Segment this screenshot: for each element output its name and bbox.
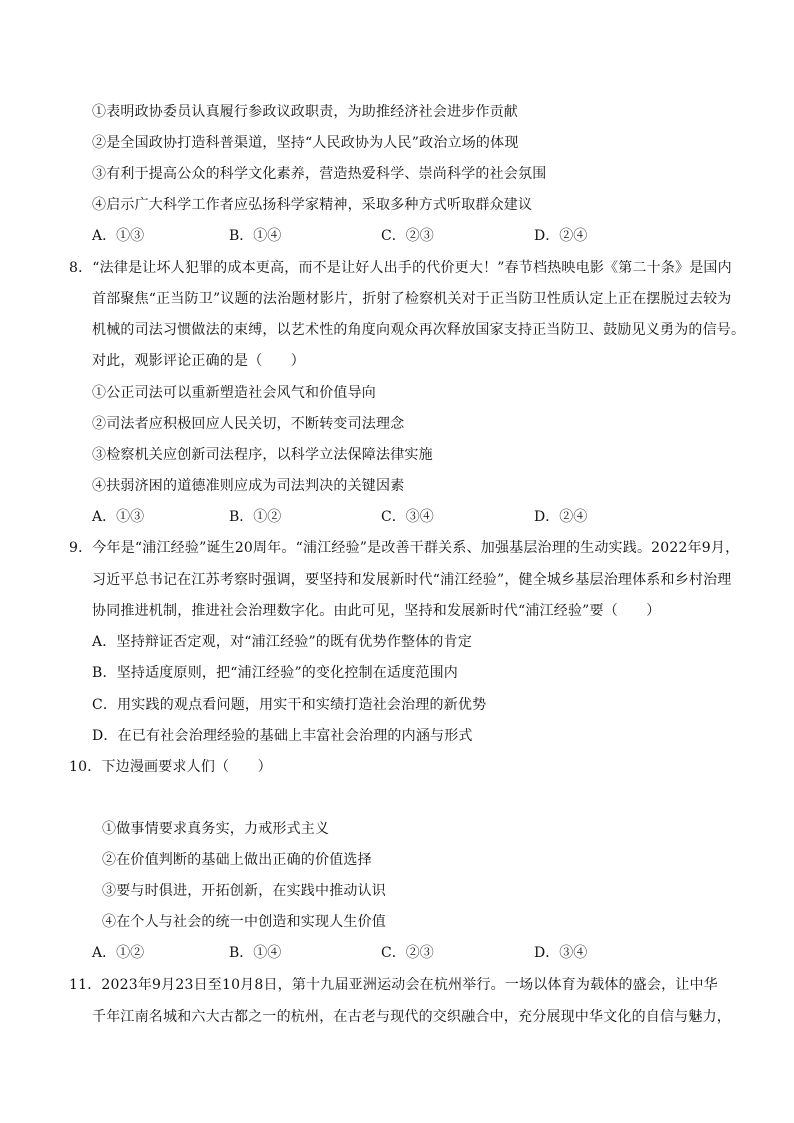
q10-options xyxy=(92,943,692,963)
q8-option-d[interactable]: D．②④ xyxy=(534,509,588,525)
q10-choice-2: ②在价值判断的基础上做出正确的价值选择 xyxy=(102,852,372,868)
q9-option-a[interactable]: A．坚持辩证否定观，对“浦江经验”的既有优势作整体的肯定 xyxy=(92,634,473,650)
q10-choice-1: ①做事情要求真务实，力戒形式主义 xyxy=(102,821,330,837)
q10-option-b[interactable]: B．①④ xyxy=(229,945,282,961)
q9-option-c[interactable]: C．用实践的观点看问题，用实干和实绩打造社会治理的新优势 xyxy=(92,697,487,713)
q10-option-d[interactable]: D．③④ xyxy=(534,945,588,961)
q8-stem-line-2: 首部聚焦“正当防卫”议题的法治题材影片，折射了检察机关对于正当防卫性质认定上正在摆脱过去较为 xyxy=(92,291,732,307)
q10-option-c[interactable]: C．②③ xyxy=(381,945,434,961)
q8-option-c[interactable]: C．③④ xyxy=(381,509,434,525)
q7-option-d[interactable]: D．②④ xyxy=(534,228,588,244)
q8-stem-line-4: 对此，观影评论正确的是（ ） xyxy=(92,353,305,369)
q11-stem-line-1: 11．2023年9月23日至10月8日，第十九届亚洲运动会在杭州举行。一场以体育为载体的盛会，让中华 xyxy=(69,977,718,993)
q11-stem-line-2: 千年江南名城和六大古都之一的杭州，在古老与现代的交织融合中，充分展现中华文化的自信与魅力， xyxy=(92,1009,731,1025)
q7-options xyxy=(92,226,692,246)
q8-stem-line-3: 机械的司法习惯做法的束缚，以艺术性的角度向观众再次释放国家支持正当防卫、鼓励见义勇为的信号。 xyxy=(92,322,746,338)
q8-choice-4: ④扶弱济困的道德准则应成为司法判决的关键因素 xyxy=(92,478,405,494)
q9-option-d[interactable]: D．在已有社会治理经验的基础上丰富社会治理的内涵与形式 xyxy=(92,728,473,744)
q10-choice-3: ③要与时俱进，开拓创新，在实践中推动认识 xyxy=(102,883,386,899)
q9-option-b[interactable]: B．坚持适度原则，把“浦江经验”的变化控制在适度范围内 xyxy=(92,665,459,681)
q8-option-a[interactable]: A．①③ xyxy=(92,509,145,525)
q9-stem-line-1: 9．今年是“浦江经验”诞生20周年。“浦江经验”是改善干群关系、加强基层治理的生动实践。2022年9月， xyxy=(69,540,740,556)
q8-choice-3: ③检察机关应创新司法程序，以科学立法保障法律实施 xyxy=(92,447,433,463)
q8-options xyxy=(92,507,692,527)
q8-choice-1: ①公正司法可以重新塑造社会风气和价值导向 xyxy=(92,385,376,401)
q9-stem-line-2: 习近平总书记在江苏考察时强调，要坚持和发展新时代“浦江经验”，健全城乡基层治理体系和乡村治理 xyxy=(92,572,732,588)
q10-choice-4: ④在个人与社会的统一中创造和实现人生价值 xyxy=(102,914,386,930)
q8-choice-2: ②司法者应积极回应人民关切，不断转变司法理念 xyxy=(92,416,405,432)
q7-choice-3: ③有利于提高公众的科学文化素养，营造热爱科学、崇尚科学的社会氛围 xyxy=(92,166,547,182)
q7-choice-2: ②是全国政协打造科普渠道，坚持“人民政协为人民”政治立场的体现 xyxy=(92,135,519,151)
q9-stem-line-3: 协同推进机制，推进社会治理数字化。由此可见，坚持和发展新时代“浦江经验”要（ ） xyxy=(92,603,661,619)
q10-stem: 10．下边漫画要求人们（ ） xyxy=(69,759,272,775)
q10-option-a[interactable]: A．①② xyxy=(92,945,145,961)
q7-option-a[interactable]: A．①③ xyxy=(92,228,145,244)
q7-option-c[interactable]: C．②③ xyxy=(381,228,434,244)
q7-choice-4: ④启示广大科学工作者应弘扬科学家精神，采取多种方式听取群众建议 xyxy=(92,197,533,213)
q8-option-b[interactable]: B．①② xyxy=(229,509,282,525)
q7-choice-1: ①表明政协委员认真履行参政议政职责，为助推经济社会进步作贡献 xyxy=(92,104,518,120)
q8-stem-line-1: 8．“法律是让坏人犯罪的成本更高，而不是让好人出手的代价更大！”春节档热映电影《第二十条》是国内 xyxy=(69,260,732,276)
q7-option-b[interactable]: B．①④ xyxy=(229,228,282,244)
